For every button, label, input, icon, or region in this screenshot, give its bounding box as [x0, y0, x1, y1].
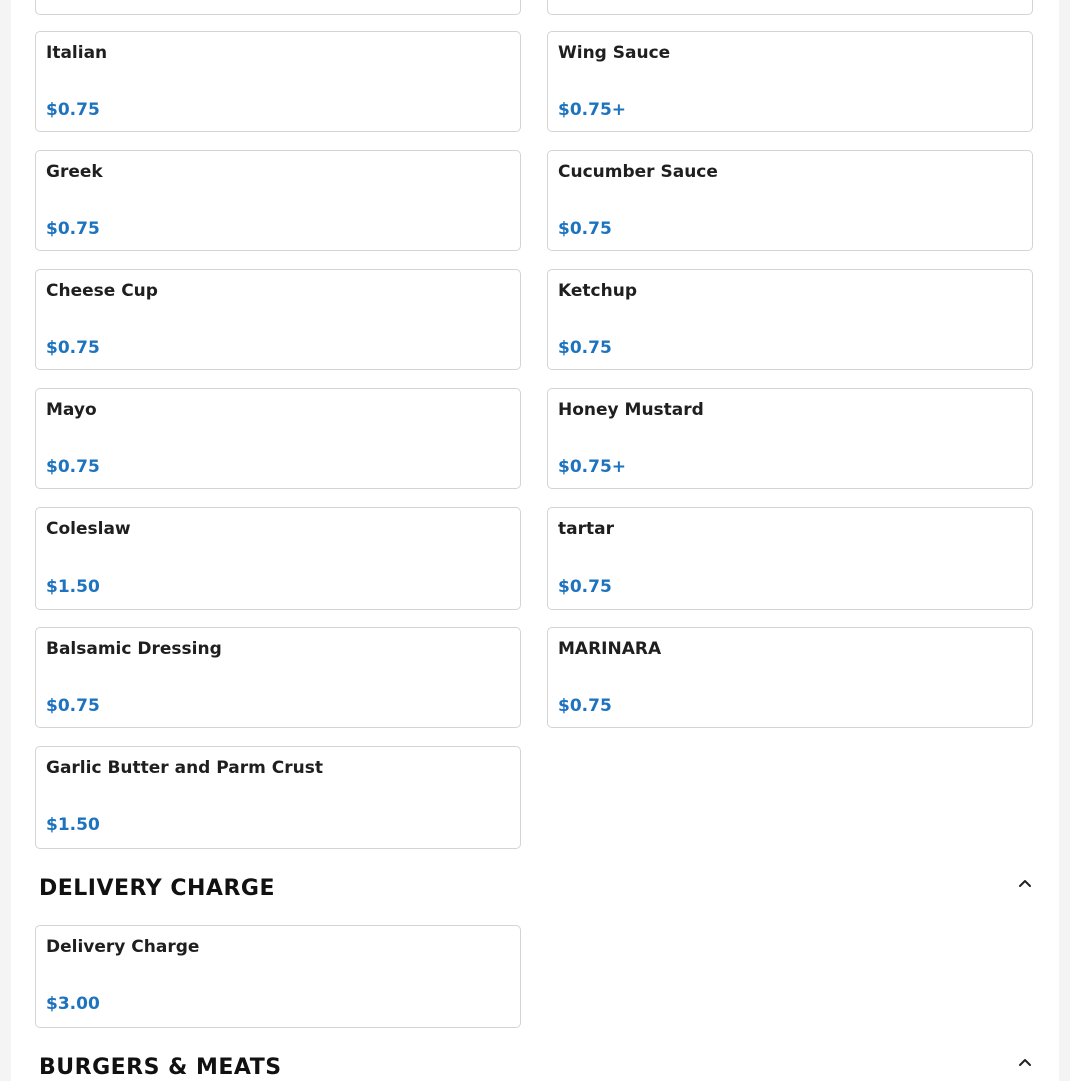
- chevron-up-icon[interactable]: [1015, 1052, 1035, 1072]
- item-price: $0.75: [558, 338, 612, 358]
- menu-item-card[interactable]: [547, 627, 1033, 728]
- item-price: $0.75: [46, 457, 100, 477]
- menu-item-card[interactable]: [547, 31, 1033, 132]
- menu-item-card[interactable]: [35, 627, 521, 728]
- item-name: Mayo: [46, 400, 97, 420]
- menu-item-card[interactable]: [547, 388, 1033, 489]
- item-name: Delivery Charge: [46, 937, 200, 957]
- item-price: $1.50: [46, 815, 100, 835]
- item-name: Honey Mustard: [558, 400, 704, 420]
- menu-item-card[interactable]: [547, 269, 1033, 370]
- item-price: $1.50: [46, 577, 100, 597]
- item-name: Italian: [46, 43, 108, 63]
- item-name: Garlic Butter and Parm Crust: [46, 758, 323, 778]
- menu-item-card[interactable]: [35, 31, 521, 132]
- item-price: $0.75: [46, 696, 100, 716]
- item-price: $3.00: [46, 994, 100, 1014]
- chevron-up-icon[interactable]: [1015, 873, 1035, 893]
- section-title: DELIVERY CHARGE: [39, 876, 275, 901]
- item-name: MARINARA: [558, 639, 662, 659]
- item-name: Cheese Cup: [46, 281, 158, 301]
- item-name: Ketchup: [558, 281, 637, 301]
- menu-page: [11, 0, 1059, 1081]
- menu-item-card[interactable]: [35, 150, 521, 251]
- menu-item-card[interactable]: [547, 507, 1033, 610]
- item-price: $0.75+: [558, 457, 627, 477]
- menu-item-card[interactable]: [547, 0, 1033, 15]
- menu-item-card[interactable]: [35, 388, 521, 489]
- item-price: $0.75: [558, 696, 612, 716]
- item-name: tartar: [558, 519, 614, 539]
- item-price: $0.75: [46, 100, 100, 120]
- item-price: $0.75: [558, 577, 612, 597]
- item-name: Greek: [46, 162, 103, 182]
- item-price: $0.75: [46, 338, 100, 358]
- menu-item-card[interactable]: [35, 0, 521, 15]
- item-price: $0.75: [558, 219, 612, 239]
- menu-item-card[interactable]: [35, 269, 521, 370]
- section-title: BURGERS & MEATS: [39, 1055, 282, 1080]
- item-name: Coleslaw: [46, 519, 131, 539]
- item-price: $0.75+: [558, 100, 627, 120]
- item-name: Cucumber Sauce: [558, 162, 718, 182]
- menu-item-card[interactable]: [35, 925, 521, 1028]
- item-name: Balsamic Dressing: [46, 639, 222, 659]
- item-name: Wing Sauce: [558, 43, 671, 63]
- item-price: $0.75: [46, 219, 100, 239]
- menu-item-card[interactable]: [547, 150, 1033, 251]
- menu-item-card[interactable]: [35, 746, 521, 849]
- menu-item-card[interactable]: [35, 507, 521, 610]
